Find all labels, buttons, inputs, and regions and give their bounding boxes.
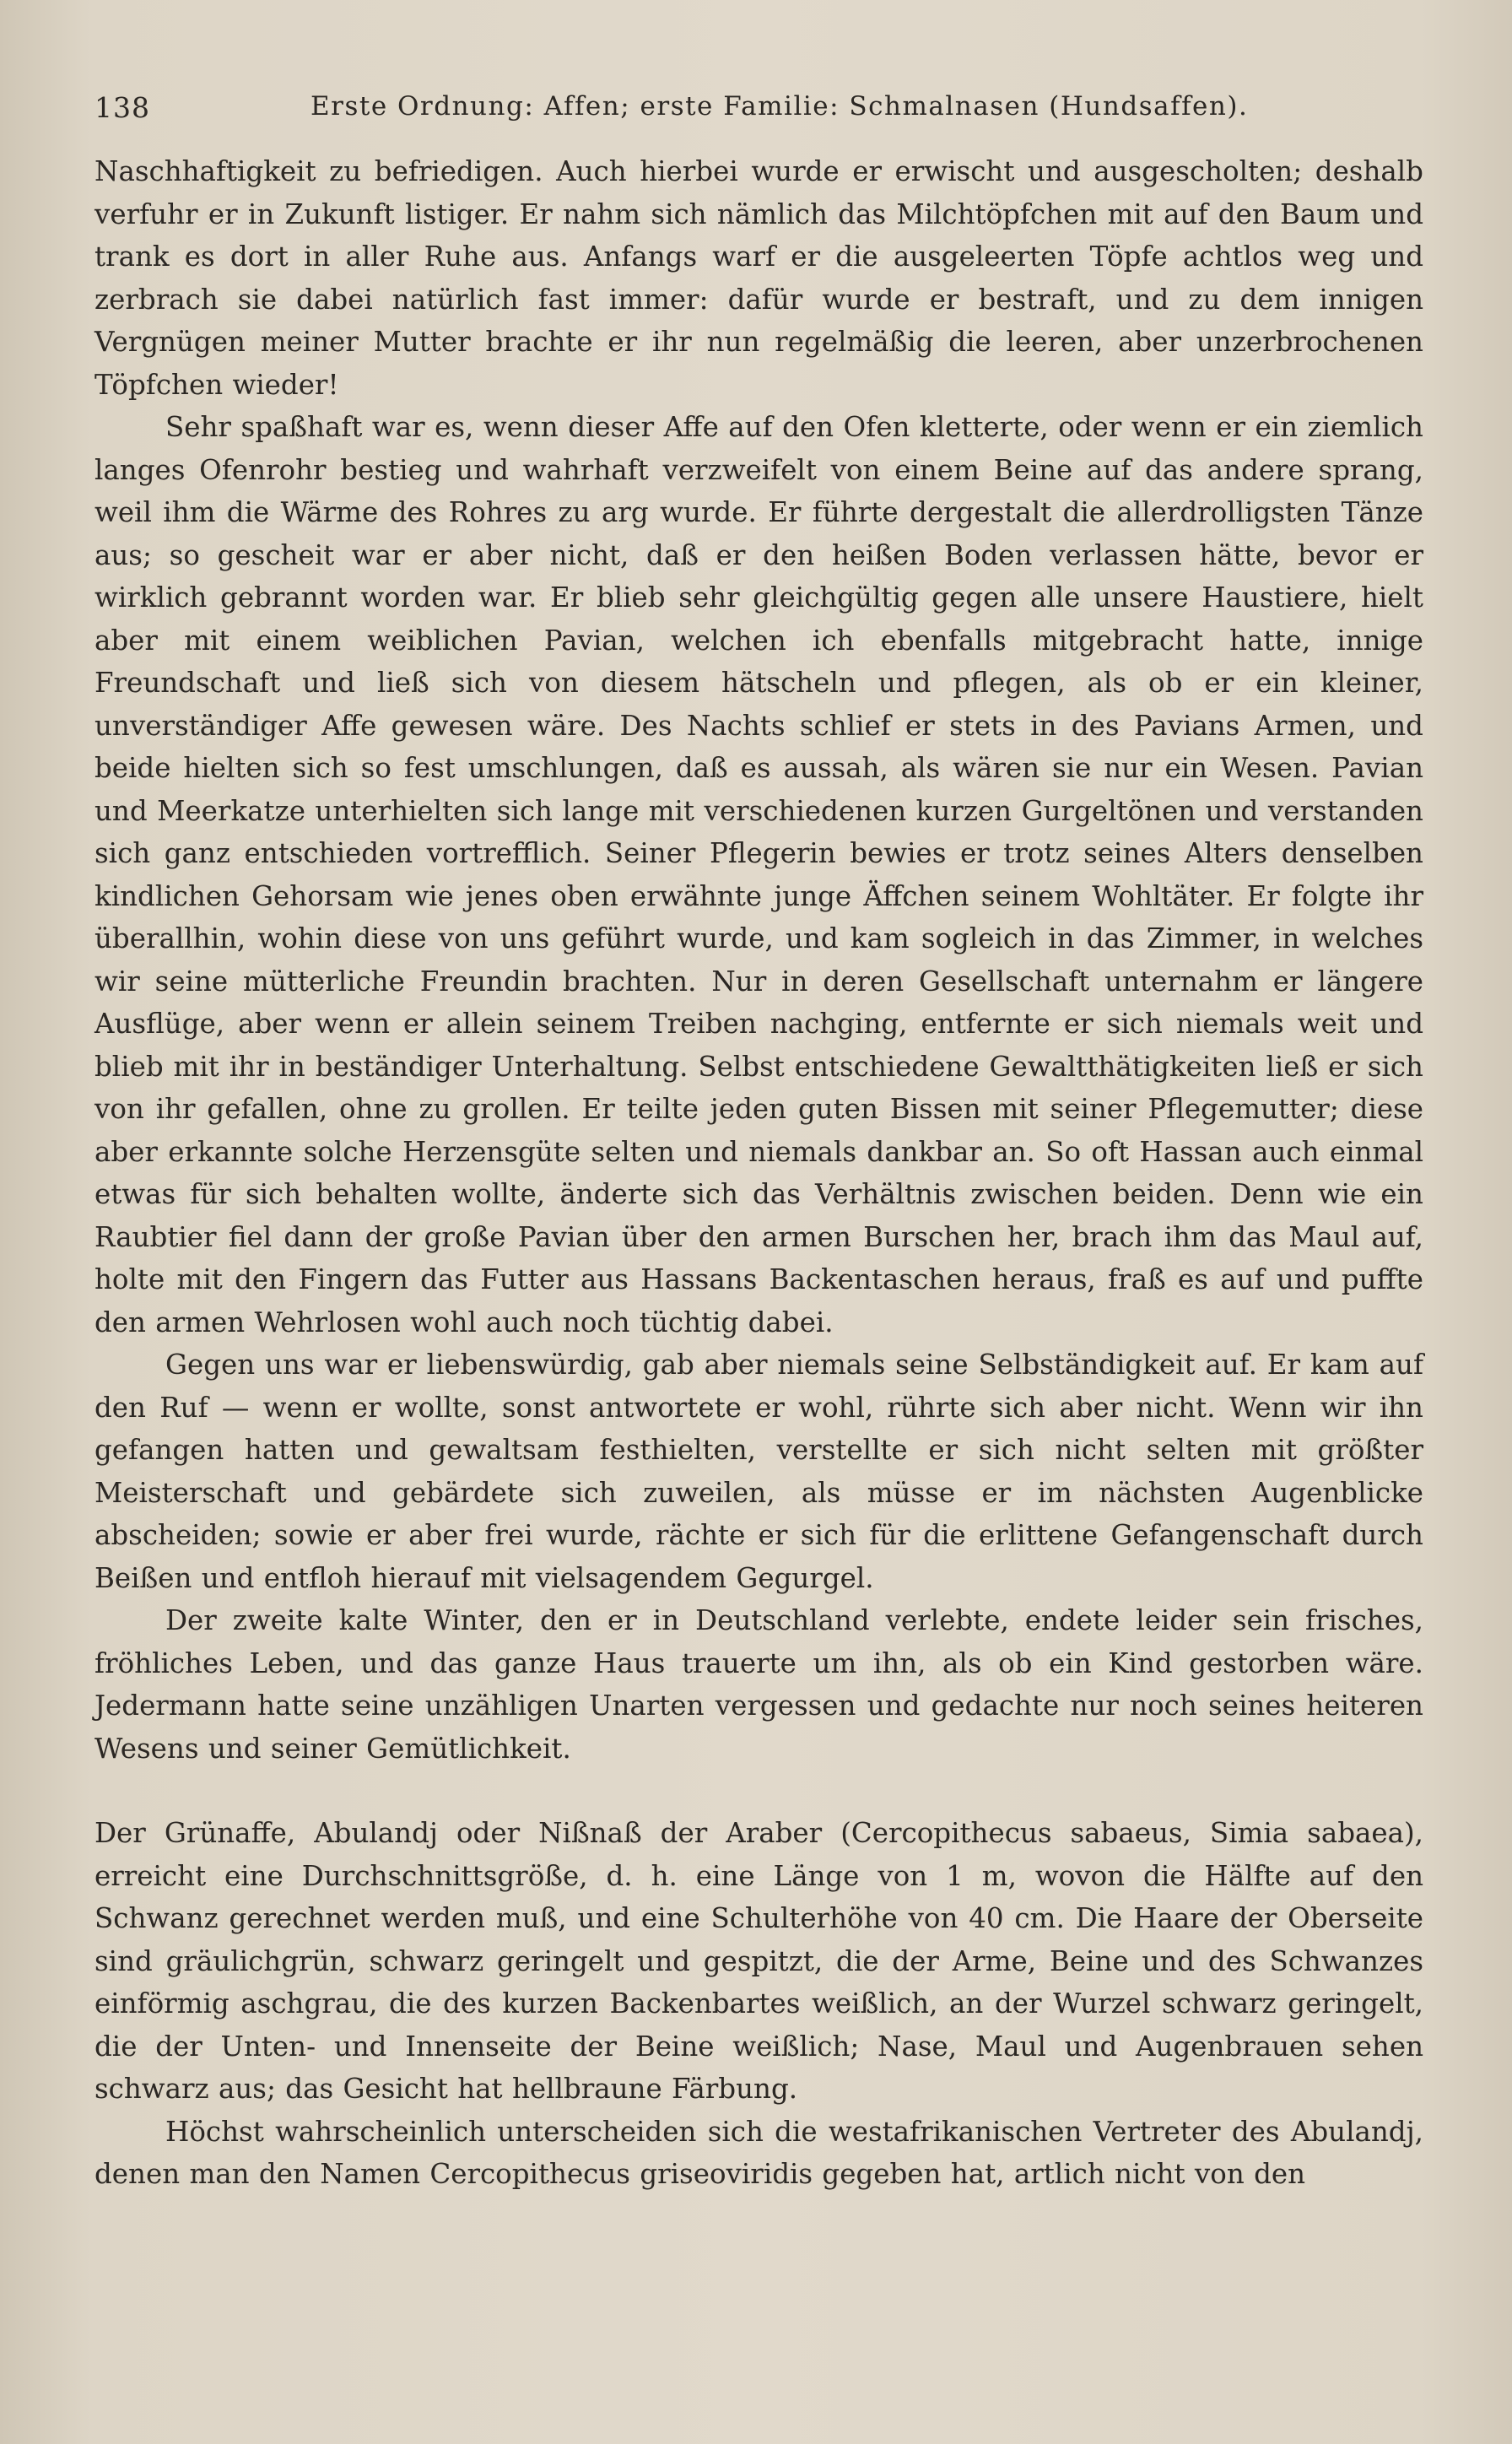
paragraph-oven-anecdote: Sehr spaßhaft war es, wenn dieser Affe auf den Ofen kletterte, oder wenn er ein ziemlich langes Ofenrohr bestieg und wahrhaft verzweifelt von einem Beine auf das andere sprang, weil ihm die Wärme des Rohres zu arg wurde. Er führte dergestalt die allerdrolligsten Tänze aus; so gescheit war er aber nicht, daß er den heißen Boden verlassen hätte, bevor er wirklich gebrannt worden war. Er blieb sehr gleichgültig gegen alle unsere Haustiere, hielt aber mit einem weiblichen Pavian, welchen ich ebenfalls mitgebracht hatte, innige Freundschaft und ließ sich von diesem hätscheln und pflegen, als ob er ein kleiner, unverständiger Affe gewesen wäre. Des Nachts schlief er stets in des Pavians Armen, und beide hielten sich so fest umschlungen, daß es aussah, als wären sie nur ein Wesen. Pavian und Meerkatze unterhielten sich lange mit verschiedenen kurzen Gurgeltönen und verstanden sich ganz entschieden vortrefflich. Seiner Pflegerin bewies er trotz seines Alters denselben kindlichen Gehorsam wie jenes oben erwähnte junge Äffchen seinem Wohltäter. Er folgte ihr überallhin, wohin diese von uns geführt wurde, und kam sogleich in das Zimmer, in welches wir seine mütterliche Freundin brachten. Nur in deren Gesellschaft unternahm er längere Ausflüge, aber wenn er allein seinem Treiben nachging, entfernte er sich niemals weit und blieb mit ihr in beständiger Unterhaltung. Selbst entschiedene Gewaltthätigkeiten ließ er sich von ihr gefallen, ohne zu grollen. Er teilte jeden guten Bissen mit seiner Pflegemutter; diese aber erkannte solche Herzensgüte selten und niemals dankbar an. So oft Hassan auch einmal etwas für sich behalten wollte, änderte sich das Verhältnis zwischen beiden. Denn wie ein Raubtier fiel dann der große Pavian über den armen Burschen her, brach ihm das Maul auf, holte mit den Fingern das Futter aus Hassans Backentaschen heraus, fraß es auf und puffte den armen Wehrlosen wohl auch noch tüchtig dabei. [94,411,1423,1338]
running-head: Erste Ordnung: Affen; erste Familie: Schmalnasen (Hundsaffen). [310,91,1249,122]
paragraph-death: Der zweite kalte Winter, den er in Deutschland verlebte, endete leider sein frisches, fröhliches Leben, und das ganze Haus trauerte um ihn, als ob ein Kind gestorben wäre. Jedermann hatte seine unzähligen Unarten vergessen und gedachte nur noch seines heiteren Wesens und seiner Gemütlichkeit. [94,1604,1423,1765]
paragraph-temperament: Gegen uns war er liebenswürdig, gab aber niemals seine Selbständigkeit auf. Er kam auf den Ruf — wenn er wollte, sonst antwortete er wohl, rührte sich aber nicht. Wenn wir ihn gefangen hatten und gewaltsam festhielten, verstellte er sich nicht selten mit größter Meisterschaft und gebärdete sich zuweilen, als müsse er im nächsten Augenblicke abscheiden; sowie er aber frei wurde, rächte er sich für die erlittene Gefangenschaft durch Beißen und entfloh hierauf mit vielsagendem Gegurgel. [94,1349,1423,1594]
page-number: 138 [94,91,150,124]
paragraph-continuation: Naschhaftigkeit zu befriedigen. Auch hierbei wurde er erwischt und ausgescholten; deshalb verfuhr er in Zukunft listiger. Er nahm sich nämlich das Milchtöpfchen mit auf den Baum und trank es dort in aller Ruhe aus. Anfangs warf er die ausgeleerten Töpfe achtlos weg und zerbrach sie dabei natürlich fast immer: dafür wurde er bestraft, und zu dem innigen Vergnügen meiner Mutter brachte er ihr nun regelmäßig die leeren, aber unzerbrochenen Töpfchen wieder! [94,155,1423,401]
page-header [94,91,1428,133]
paragraph-west-african-variant: Höchst wahrscheinlich unterscheiden sich die westafrikanischen Vertreter des Abulandj, denen man den Namen Cercopithecus griseoviridis gegeben hat, artlich nicht von den [94,2115,1423,2190]
page-body [94,150,1423,2196]
paragraph-gruenaffe-description: Der Grünaffe, Abulandj oder Nißnaß der Araber (Cercopithecus sabaeus, Simia sabaea), erreicht eine Durchschnittsgröße, d. h. eine Länge von 1 m, wovon die Hälfte auf den Schwanz gerechnet werden muß, und eine Schulterhöhe von 40 cm. Die Haare der Oberseite sind gräulichgrün, schwarz geringelt und gespitzt, die der Arme, Beine und des Schwanzes einförmig aschgrau, die des kurzen Backenbartes weißlich, an der Wurzel schwarz geringelt, die der Unten- und Innenseite der Beine weißlich; Nase, Maul und Augenbrauen sehen schwarz aus; das Gesicht hat hellbraune Färbung. [94,1817,1423,2105]
